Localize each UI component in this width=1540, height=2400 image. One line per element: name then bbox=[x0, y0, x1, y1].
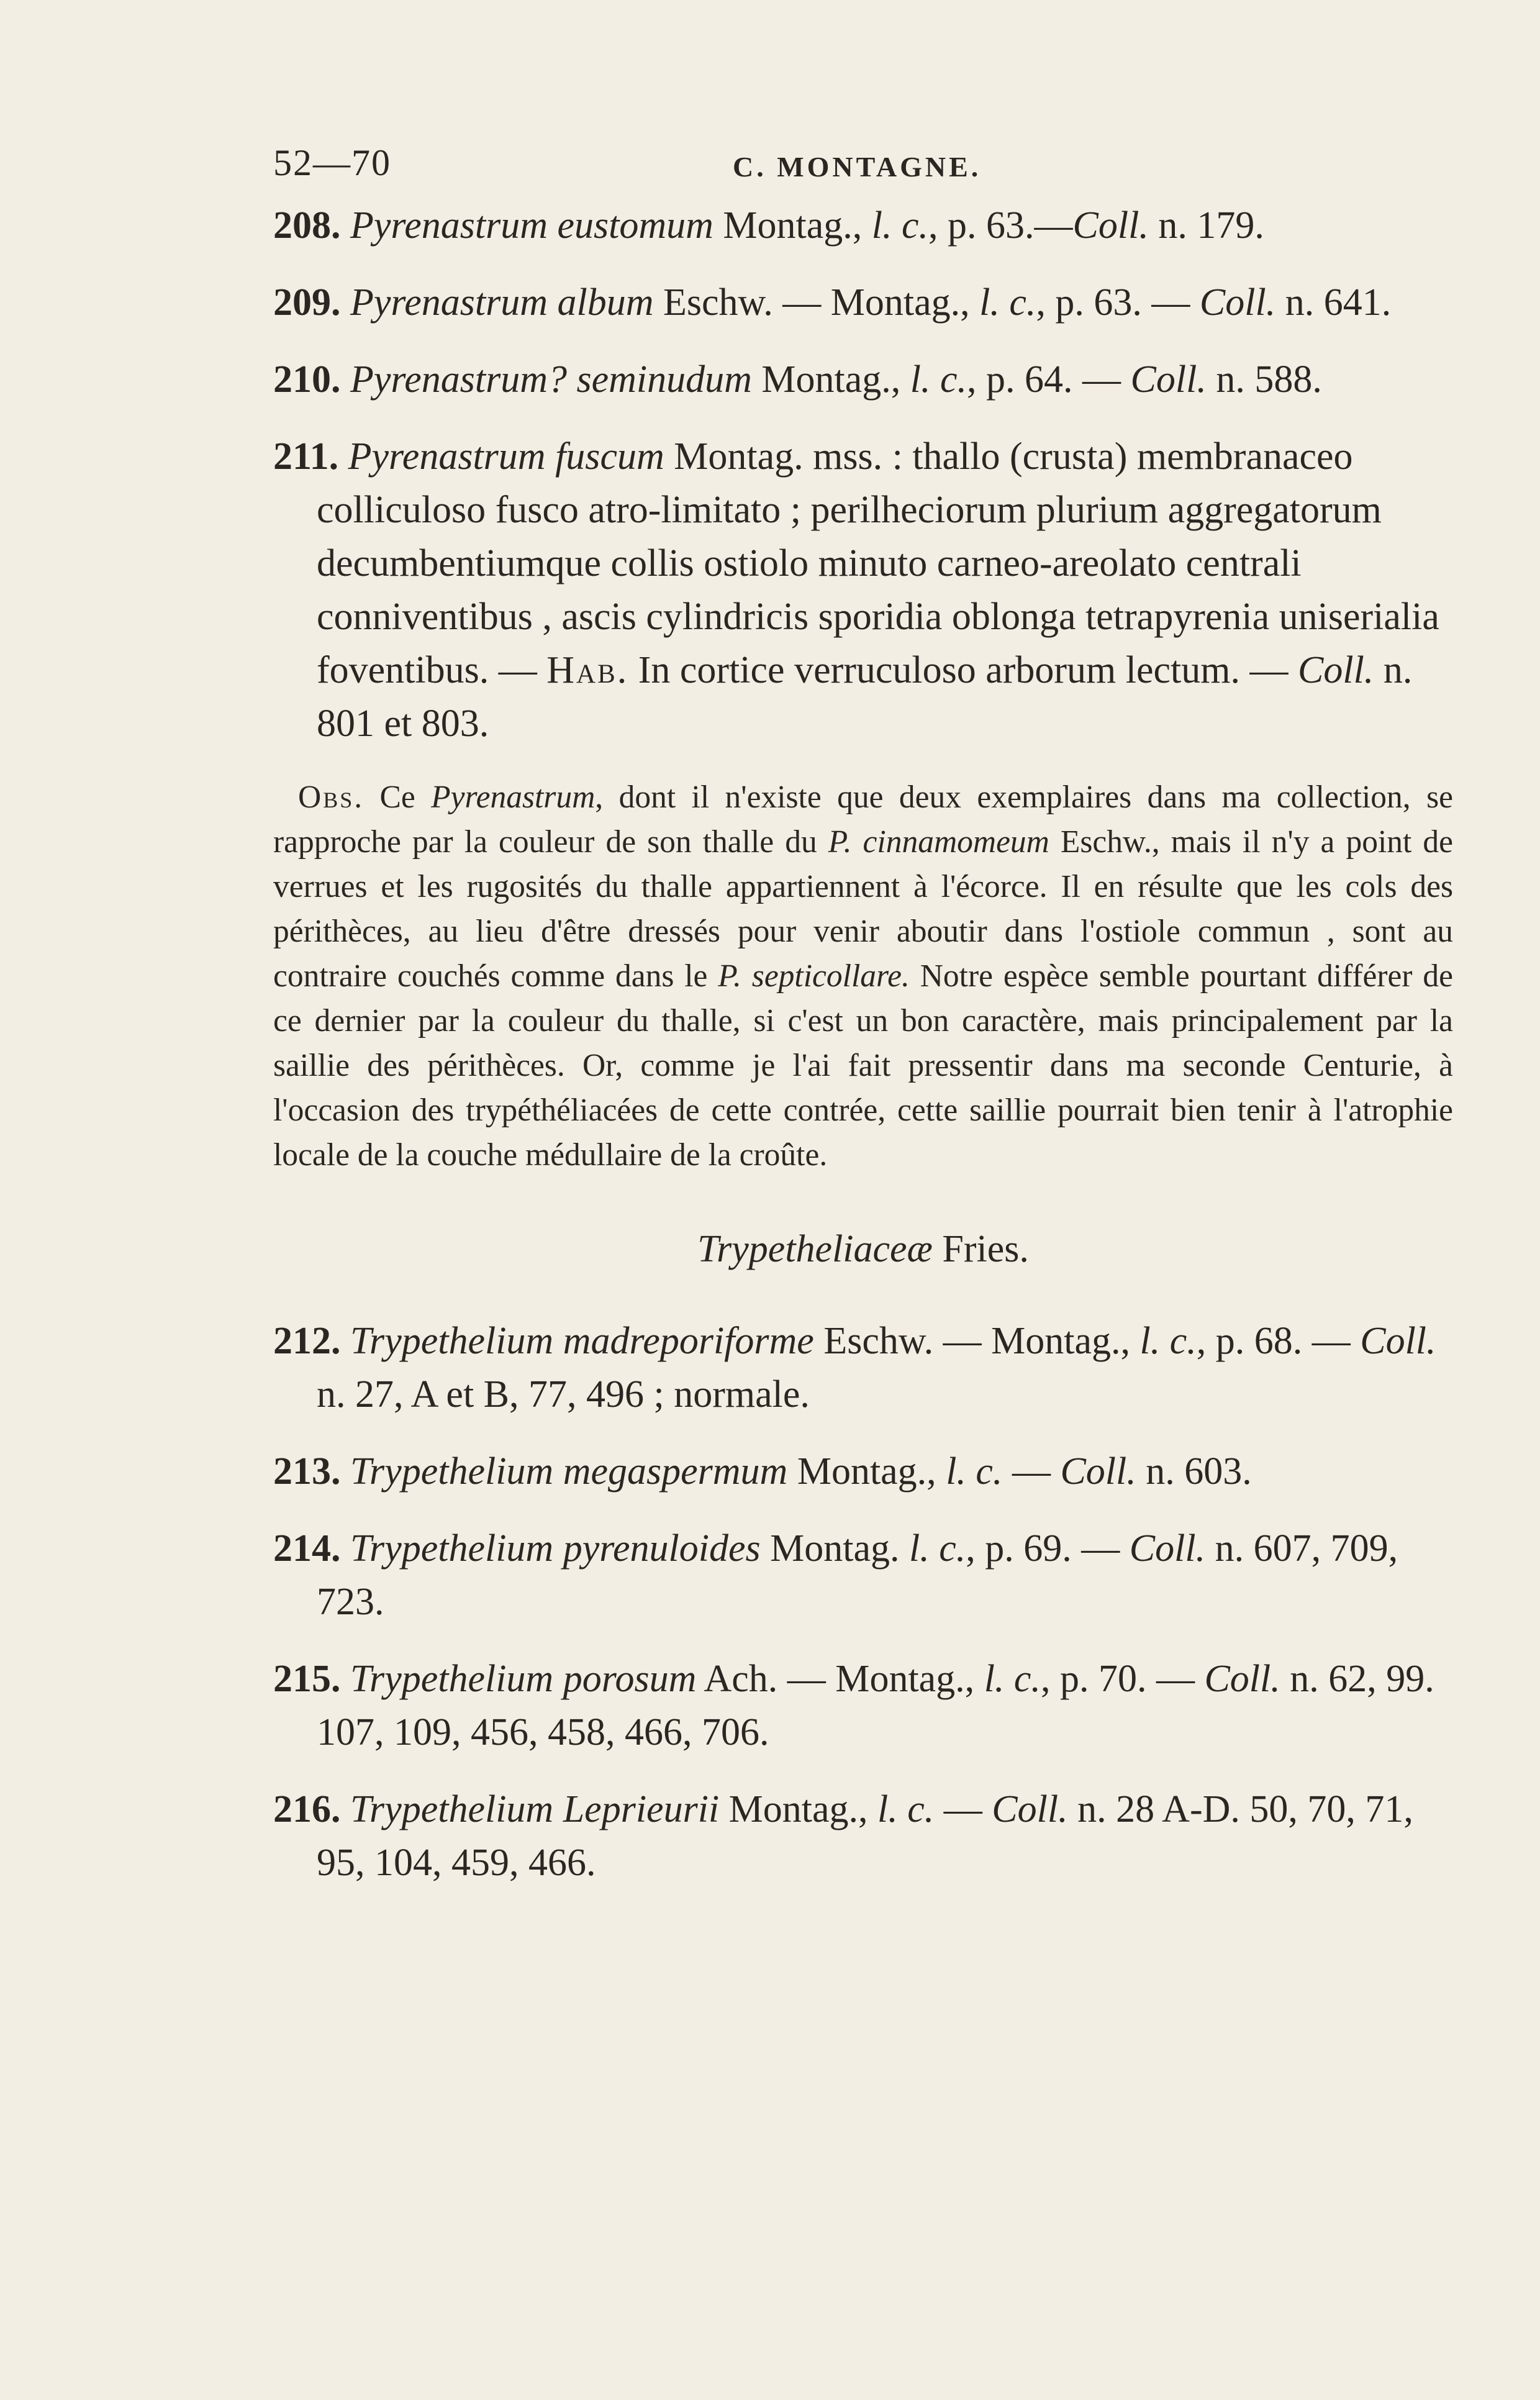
loc-cit: l. c. bbox=[877, 1788, 935, 1830]
habitat-label: Hab. bbox=[546, 649, 629, 691]
family-heading bbox=[273, 1221, 1453, 1277]
species-entry bbox=[273, 1783, 1453, 1889]
author-text: Eschw. — Montag., bbox=[813, 1320, 1140, 1362]
species-name: Pyrenastrum eustomum bbox=[350, 204, 713, 247]
entry-number: 216. bbox=[273, 1788, 341, 1830]
entry-number: 208. bbox=[273, 204, 341, 247]
loc-cit: l. c. bbox=[984, 1658, 1041, 1700]
loc-cit: l. c. bbox=[1139, 1320, 1197, 1362]
page-ref: , p. 63.— bbox=[928, 204, 1073, 247]
habitat-text: In cortice verruculoso arborum lectum. — bbox=[628, 649, 1298, 691]
coll-numbers: n. 27, A et B, 77, 496 ; normale. bbox=[317, 1373, 810, 1416]
species-entry-211 bbox=[273, 430, 1453, 750]
obs-text: Notre espèce semble pourtant différer de ce dernier par la couleur du thalle, si c'est un bon caractère, mais principalement par la saillie des périthèces. Or, comme je l'ai fait pressentir dans ma seconde Centurie, à l'occasion des trypéthéliacées de cette contrée, cette saillie pourrait bien tenir à l'atrophie locale de la couche médullaire de la croûte. bbox=[273, 958, 1453, 1173]
coll-numbers: n. 607, 709, 723. bbox=[317, 1527, 1398, 1623]
species-name: Trypethelium madreporiforme bbox=[350, 1320, 814, 1362]
page-header bbox=[273, 142, 1447, 191]
species-name: Pyrenastrum album bbox=[350, 281, 654, 324]
diagnosis-text: Montag. mss. : thallo (crusta) membranaceo colliculoso fusco atro-limitato ; perilheciorum plurium aggregatorum decumbentiumque collis ostiolo minuto carneo-areolato centrali conniventibus , ascis cylindricis sporidia oblonga tetrapyrenia uniserialia foventibus. — bbox=[317, 435, 1439, 691]
coll-label: Coll. bbox=[1060, 1450, 1136, 1493]
obs-text: , dont il n'existe que deux exemplaires dans ma collection, se rapproche par la couleur de son thalle du bbox=[273, 780, 1453, 860]
species-entry bbox=[273, 199, 1453, 252]
page-ref: — bbox=[934, 1788, 992, 1830]
author-text: Montag. bbox=[760, 1527, 910, 1570]
page-ref: , p. 70. — bbox=[1040, 1658, 1205, 1700]
coll-label: Coll. bbox=[1129, 1527, 1206, 1570]
obs-text: Eschw., mais il n'y a point de verrues et les rugosités du thalle appartiennent à l'écorce. Il en résulte que les cols des périthèces, au lieu d'être dressés pour venir aboutir dans l'ostiole commun , sont au contraire couchés comme dans le bbox=[273, 824, 1454, 994]
species-name: Trypethelium porosum bbox=[350, 1658, 697, 1700]
author-text: Montag., bbox=[713, 204, 872, 247]
entries-bottom-list bbox=[273, 1314, 1453, 1889]
obs-italic: Pyrenastrum bbox=[431, 780, 596, 815]
obs-text: Ce bbox=[364, 780, 432, 815]
species-entry bbox=[273, 1652, 1453, 1759]
author-text: Ach. — Montag., bbox=[696, 1658, 984, 1700]
author-text: Montag., bbox=[787, 1450, 946, 1493]
coll-numbers: n. 62, 99. 107, 109, 456, 458, 466, 706. bbox=[317, 1658, 1434, 1753]
loc-cit: l. c. bbox=[909, 1527, 966, 1570]
coll-label: Coll. bbox=[1130, 358, 1207, 401]
running-head: C. MONTAGNE. bbox=[733, 151, 982, 183]
entry-number: 209. bbox=[273, 281, 341, 324]
page-ref: , p. 69. — bbox=[966, 1527, 1130, 1570]
author-text: Eschw. — Montag., bbox=[653, 281, 980, 324]
coll-numbers: n. 603. bbox=[1136, 1450, 1252, 1493]
coll-numbers: n. 588. bbox=[1206, 358, 1322, 401]
entry-number: 210. bbox=[273, 358, 341, 401]
page-number: 52—70 bbox=[273, 142, 391, 183]
species-name: Pyrenastrum fuscum bbox=[348, 435, 664, 478]
author-text: Montag., bbox=[751, 358, 910, 401]
coll-numbers: n. 801 et 803. bbox=[317, 649, 1413, 745]
author-text: Montag., bbox=[719, 1788, 878, 1830]
loc-cit: l. c. bbox=[979, 281, 1036, 324]
species-entry bbox=[273, 1522, 1453, 1629]
page-ref: , p. 68. — bbox=[1196, 1320, 1361, 1362]
coll-numbers: n. 28 A-D. 50, 70, 71, 95, 104, 459, 466. bbox=[317, 1788, 1413, 1884]
obs-italic: P. cinnamomeum bbox=[828, 824, 1049, 860]
family-name: Trypetheliaceæ bbox=[697, 1228, 933, 1270]
entry-number: 212. bbox=[273, 1320, 341, 1362]
obs-italic: P. septicollare. bbox=[718, 958, 910, 994]
coll-numbers: n. 179. bbox=[1148, 204, 1264, 247]
species-name: Trypethelium megaspermum bbox=[350, 1450, 788, 1493]
species-entry bbox=[273, 1314, 1453, 1421]
species-entry bbox=[273, 353, 1453, 406]
loc-cit: l. c. bbox=[910, 358, 967, 401]
entry-number: 211. bbox=[273, 435, 339, 478]
species-name: Trypethelium pyrenuloides bbox=[350, 1527, 761, 1570]
page-ref: , p. 63. — bbox=[1036, 281, 1200, 324]
page-ref: — bbox=[1002, 1450, 1061, 1493]
coll-label: Coll. bbox=[1072, 204, 1149, 247]
entry-number: 213. bbox=[273, 1450, 341, 1493]
species-name: Trypethelium Leprieurii bbox=[350, 1788, 720, 1830]
species-entry bbox=[273, 276, 1453, 329]
obs-label: Obs. bbox=[298, 780, 365, 815]
coll-label: Coll. bbox=[1199, 281, 1276, 324]
entry-number: 215. bbox=[273, 1658, 341, 1700]
observation-paragraph bbox=[273, 775, 1453, 1178]
species-entry bbox=[273, 1445, 1453, 1498]
coll-label: Coll. bbox=[1298, 649, 1374, 691]
coll-label: Coll. bbox=[992, 1788, 1068, 1830]
loc-cit: l. c. bbox=[946, 1450, 1003, 1493]
coll-label: Coll. bbox=[1204, 1658, 1280, 1700]
family-author: Fries. bbox=[932, 1228, 1029, 1270]
coll-numbers: n. 641. bbox=[1275, 281, 1392, 324]
entries-top-list bbox=[273, 199, 1453, 406]
coll-label: Coll. bbox=[1360, 1320, 1436, 1362]
species-name: Pyrenastrum? seminudum bbox=[350, 358, 752, 401]
page-ref: , p. 64. — bbox=[967, 358, 1131, 401]
loc-cit: l. c. bbox=[871, 204, 929, 247]
page-body bbox=[273, 199, 1453, 1913]
entry-number: 214. bbox=[273, 1527, 341, 1570]
